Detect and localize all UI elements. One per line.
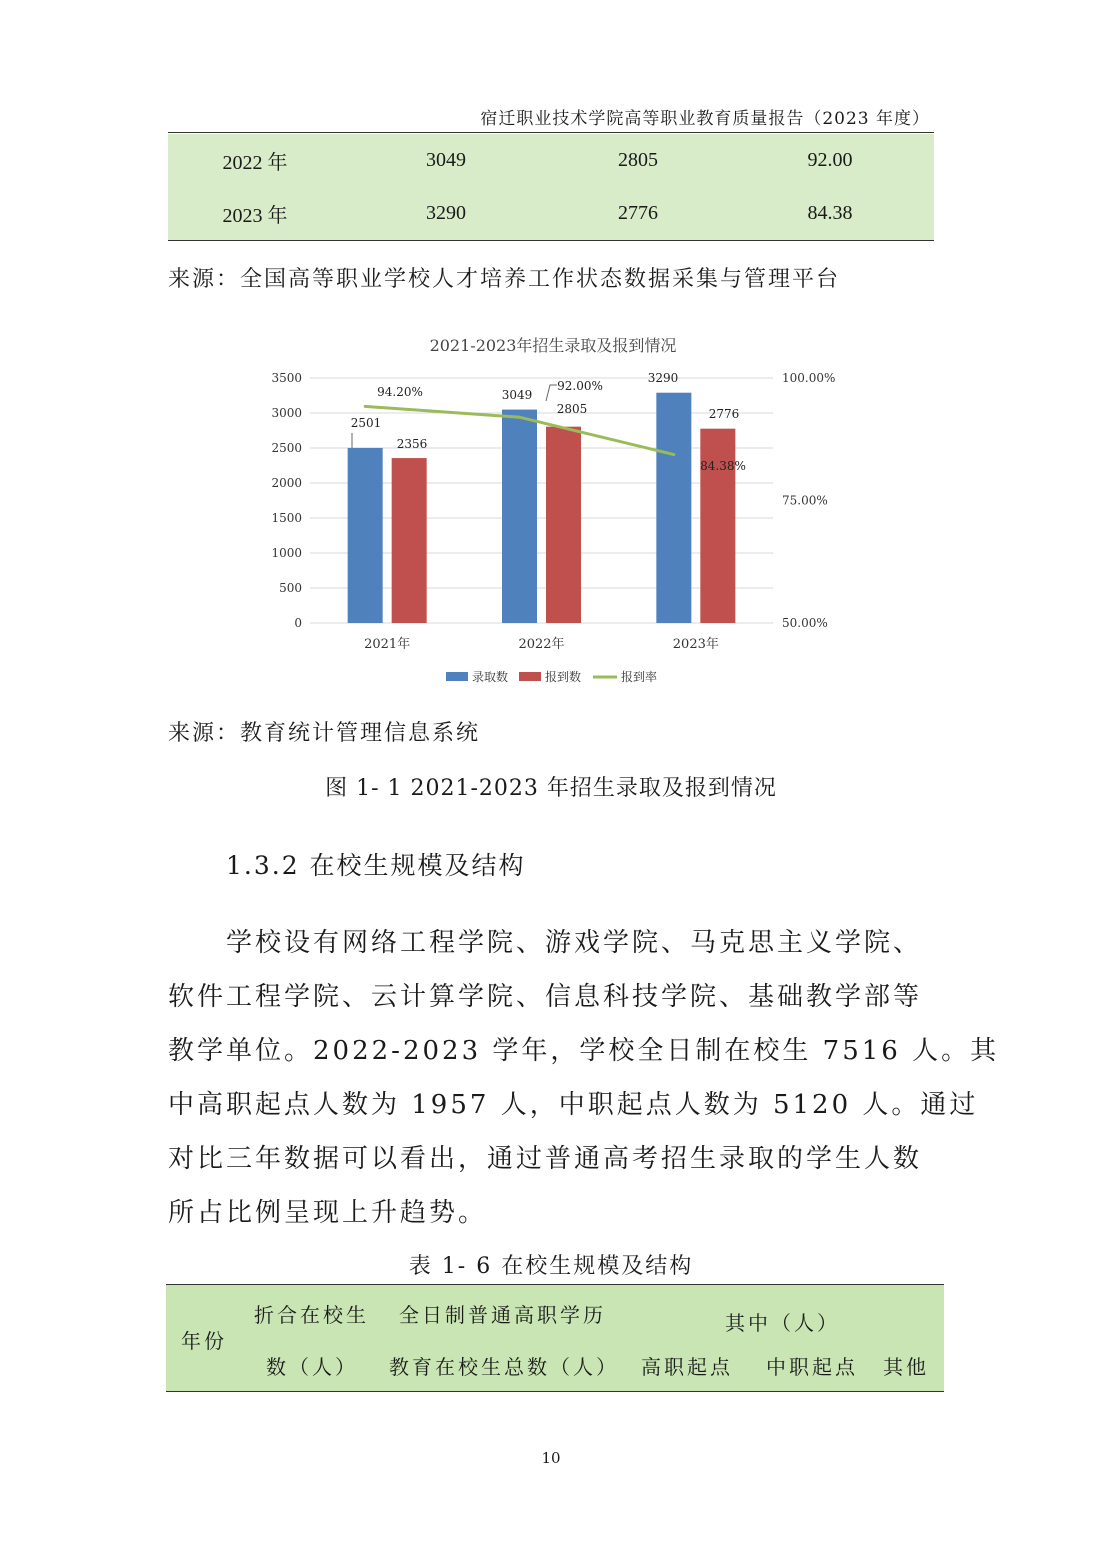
data-label: 2501 xyxy=(350,416,382,430)
paragraph-line: 软件工程学院、云计算学院、信息科技学院、基础教学部等 xyxy=(168,982,923,1012)
chart-point xyxy=(518,416,521,419)
left-axis-tick-label: 0 xyxy=(294,616,302,630)
table-cell: 92.00 xyxy=(807,149,853,171)
right-axis-tick-label: 50.00% xyxy=(782,616,828,630)
leader-line xyxy=(546,385,557,401)
admission-table xyxy=(168,134,934,241)
legend-swatch xyxy=(519,672,541,681)
table-cell: 84.38 xyxy=(807,202,853,224)
legend-label: 报到率 xyxy=(621,670,658,684)
paragraph-line: 中高职起点人数为 1957 人，中职起点人数为 5120 人。通过 xyxy=(168,1090,979,1120)
table-row xyxy=(168,187,934,241)
data-label: 3049 xyxy=(501,388,533,402)
paragraph-line: 教学单位。2022-2023 学年，学校全日制在校生 7516 人。其 xyxy=(168,1036,1000,1066)
header-rule xyxy=(168,132,934,133)
header-higher-vocational: 高职起点 xyxy=(641,1355,733,1379)
legend-label: 报到数 xyxy=(545,670,582,684)
chart-bar xyxy=(656,393,691,623)
chart-point xyxy=(672,453,675,456)
header-other: 其他 xyxy=(883,1355,929,1379)
x-axis-tick-label: 2023年 xyxy=(672,637,719,652)
x-axis-tick-label: 2022年 xyxy=(518,637,565,652)
paragraph-line: 学校设有网络工程学院、游戏学院、马克思主义学院、 xyxy=(226,928,923,958)
data-label: 2356 xyxy=(396,437,428,451)
table-caption: 表 1- 6 在校生规模及结构 xyxy=(408,1254,694,1279)
table-row xyxy=(168,134,934,187)
right-axis-tick-label: 75.00% xyxy=(782,493,828,508)
data-label: 2776 xyxy=(708,407,740,421)
table-cell: 2022 年 xyxy=(222,152,288,174)
left-axis-tick-label: 1500 xyxy=(271,511,302,525)
header-secondary-vocational: 中职起点 xyxy=(766,1355,858,1379)
chart-bar xyxy=(546,427,581,623)
left-axis-tick-label: 1000 xyxy=(271,546,302,560)
chart-title: 2021-2023年招生录取及报到情况 xyxy=(429,336,677,355)
chart-bar xyxy=(348,448,383,623)
page-number: 10 xyxy=(541,1449,561,1467)
left-axis-tick-label: 2500 xyxy=(271,441,302,455)
running-header: 宿迁职业技术学院高等职业教育质量报告（2023 年度） xyxy=(480,109,930,129)
chart-bar xyxy=(700,429,735,623)
data-label: 2805 xyxy=(556,402,588,416)
data-label: 3290 xyxy=(647,371,679,385)
table-cell: 2805 xyxy=(618,149,658,171)
chart-source-note: 来源：教育统计管理信息系统 xyxy=(168,721,481,746)
header-converted-line1: 折合在校生 xyxy=(254,1303,369,1327)
chart-bar xyxy=(502,410,537,623)
table-cell: 2023 年 xyxy=(222,205,288,227)
table-source-note: 来源：全国高等职业学校人才培养工作状态数据采集与管理平台 xyxy=(168,267,841,292)
header-converted-line2: 数（人） xyxy=(266,1355,358,1379)
figure-caption: 图 1- 1 2021-2023 年招生录取及报到情况 xyxy=(325,776,777,801)
table-cell: 3290 xyxy=(426,202,466,224)
left-axis-tick-label: 3000 xyxy=(271,406,302,420)
table-cell: 2776 xyxy=(618,202,658,224)
header-fulltime-line1: 全日制普通高职学历 xyxy=(399,1303,606,1327)
header-among: 其中（人） xyxy=(725,1311,840,1335)
data-label: 84.38% xyxy=(700,459,746,473)
x-axis-tick-label: 2021年 xyxy=(364,637,411,652)
legend-label: 录取数 xyxy=(472,670,509,684)
header-fulltime-line2: 教育在校生总数（人） xyxy=(389,1355,619,1379)
paragraph-line: 所占比例呈现上升趋势。 xyxy=(168,1198,488,1228)
enrollment-structure-table-header xyxy=(166,1284,944,1392)
left-axis-tick-label: 3500 xyxy=(271,371,302,385)
data-label: 92.00% xyxy=(557,379,603,393)
left-axis-tick-label: 2000 xyxy=(271,476,302,490)
section-heading: 1.3.2 在校生规模及结构 xyxy=(226,851,526,880)
legend-swatch xyxy=(446,672,468,681)
chart-point xyxy=(364,405,367,408)
header-year: 年份 xyxy=(181,1329,227,1353)
data-label: 94.20% xyxy=(377,385,423,399)
left-axis-tick-label: 500 xyxy=(279,581,302,595)
chart-bar xyxy=(392,458,427,623)
admission-chart xyxy=(260,326,860,696)
table-cell: 3049 xyxy=(426,149,466,171)
paragraph-line: 对比三年数据可以看出，通过普通高考招生录取的学生人数 xyxy=(168,1144,923,1174)
right-axis-tick-label: 100.00% xyxy=(782,371,836,385)
